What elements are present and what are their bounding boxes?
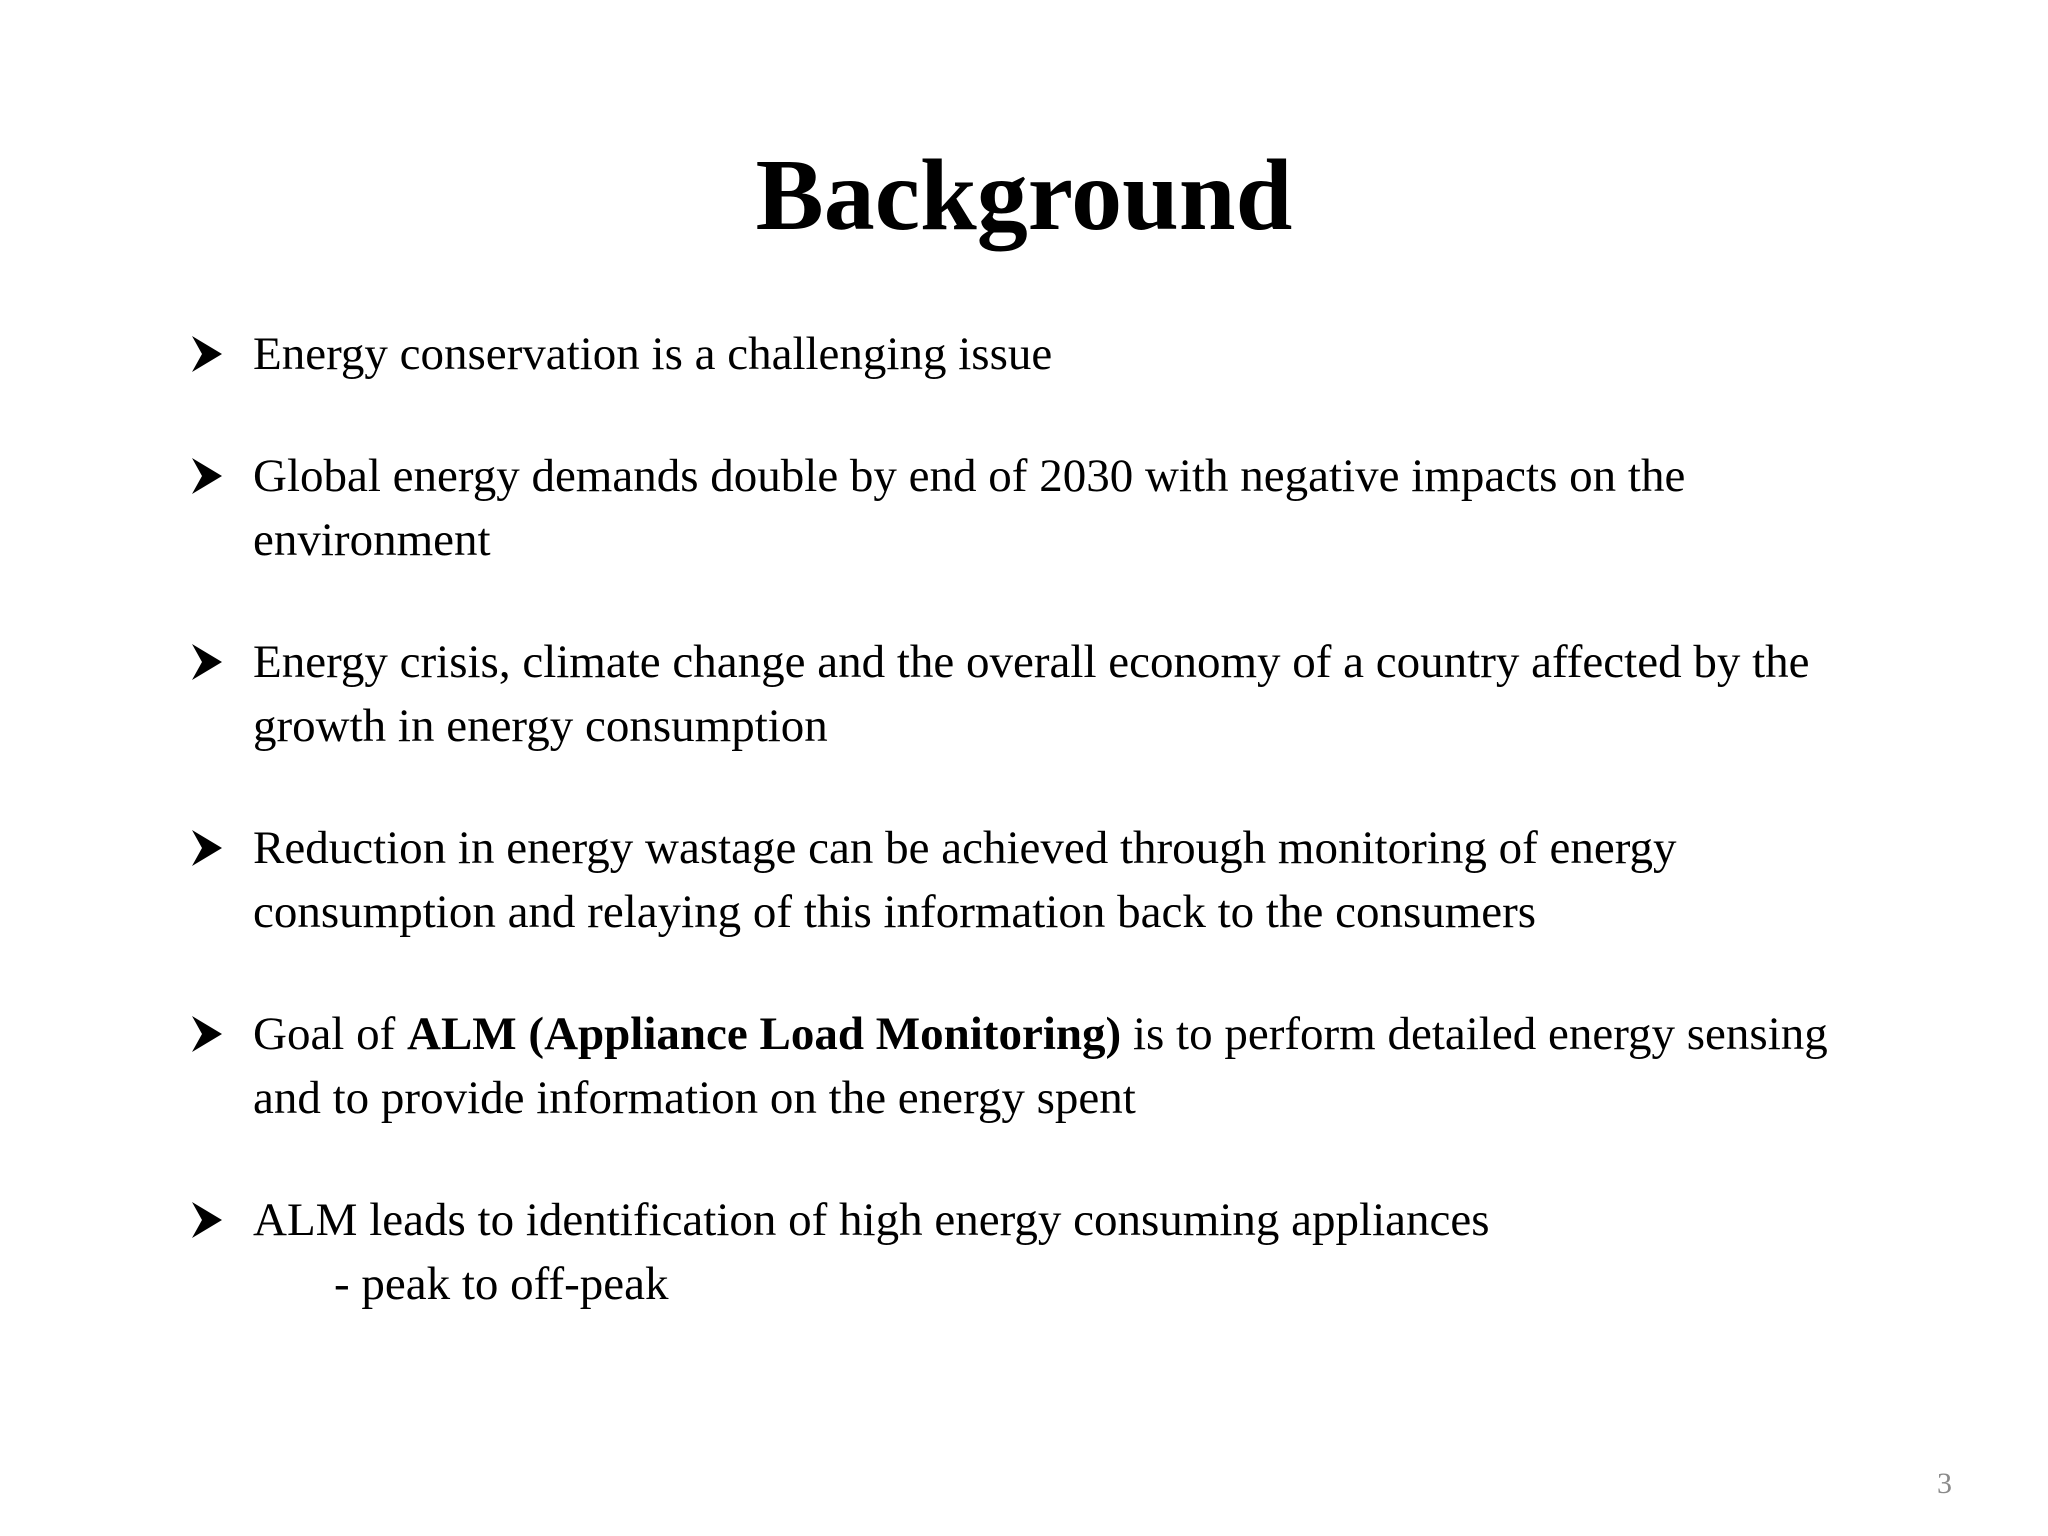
alm-term: ALM (Appliance Load Monitoring) (407, 1008, 1122, 1060)
bullet-text: Reduction in energy wastage can be achieved through monitoring of energy consumption and relaying of this information back to the consumers (253, 822, 1677, 938)
arrow-bullet-icon (190, 642, 224, 682)
arrow-bullet-icon (190, 828, 224, 868)
arrow-bullet-icon (190, 456, 224, 496)
bullet-text: Energy conservation is a challenging issue (253, 328, 1053, 380)
bullet-item (190, 630, 1890, 758)
arrow-bullet-icon (190, 1200, 224, 1240)
bullet-item (190, 444, 1890, 572)
page-number: 3 (1937, 1467, 1952, 1500)
bullet-item (190, 322, 1890, 386)
arrow-bullet-icon (190, 334, 224, 374)
bullet-text: Global energy demands double by end of 2030 with negative impacts on the environment (253, 450, 1686, 566)
bullet-item (190, 1188, 1890, 1316)
arrow-bullet-icon (190, 1014, 224, 1054)
bullet-text-after: is to perform detailed energy sensing and to provide information on the energy spent (253, 1008, 1828, 1124)
slide-title: Background (755, 139, 1293, 252)
bullet-item (190, 816, 1890, 944)
bullet-sub-text: - peak to off-peak (334, 1258, 669, 1310)
bullet-text: ALM leads to identification of high energy consuming appliances (253, 1194, 1490, 1246)
bullet-text-before: Goal of (253, 1008, 408, 1060)
bullet-text: Energy crisis, climate change and the overall economy of a country affected by the growth in energy consumption (253, 636, 1810, 752)
bullet-item (190, 1002, 1890, 1130)
bullet-text (253, 1002, 1873, 1130)
